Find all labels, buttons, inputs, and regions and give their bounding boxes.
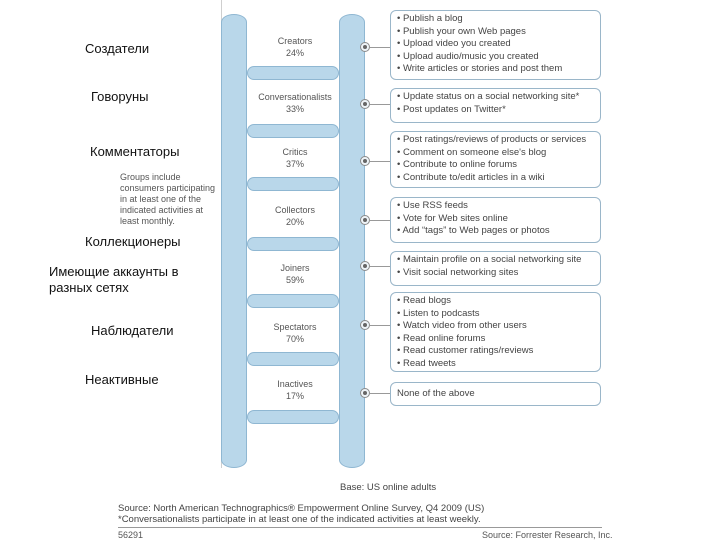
activities-box-inactives [390, 382, 601, 406]
rung-label-conversationalists [254, 91, 336, 115]
rung-percent: 37% [285, 159, 304, 169]
activity-item: • Comment on someone else's blog [397, 147, 594, 160]
ladder-left-rail [221, 14, 247, 468]
activity-item: • Vote for Web sites online [397, 213, 594, 226]
doc-id: 56291 [118, 530, 144, 540]
rung-percent: 59% [285, 275, 304, 285]
connector-dot [360, 42, 370, 52]
source-text: Source: North American Technographics® Empowerment Online Survey, Q4 2009 (US) [118, 503, 485, 514]
connector-line [370, 220, 390, 221]
credit-text: Source: Forrester Research, Inc. [482, 530, 613, 540]
connector-line [370, 104, 390, 105]
rung-name: Critics [282, 147, 308, 157]
activity-item: • Read tweets [397, 358, 594, 371]
activity-item: • Upload video you created [397, 38, 594, 51]
rung-percent: 17% [285, 391, 304, 401]
ru-label-collectors: Коллекционеры [85, 234, 181, 249]
activity-item: • Publish your own Web pages [397, 26, 594, 39]
activity-item: • Publish a blog [397, 13, 594, 26]
activity-item: • Write articles or stories and post them [397, 63, 594, 76]
connector-dot [360, 156, 370, 166]
activity-item: • Upload audio/music you created [397, 51, 594, 64]
connector-line [370, 325, 390, 326]
activities-box-joiners [390, 251, 601, 286]
connector-line [370, 47, 390, 48]
rung-percent: 33% [285, 104, 304, 114]
base-text: Base: US online adults [340, 482, 437, 493]
connector-line [370, 161, 390, 162]
activity-item: • Read customer ratings/reviews [397, 345, 594, 358]
rung-percent: 20% [285, 217, 304, 227]
connector-dot [360, 99, 370, 109]
activities-box-collectors [390, 197, 601, 243]
ladder-right-rail [339, 14, 365, 468]
rung-label-inactives [254, 378, 336, 402]
connector-line [370, 266, 390, 267]
connector-dot [360, 261, 370, 271]
rung-name: Collectors [274, 205, 315, 215]
rung-label-critics [254, 146, 336, 170]
ru-label-critics: Комментаторы [90, 144, 180, 159]
rung-name: Creators [277, 36, 313, 46]
rung-name: Inactives [277, 379, 313, 389]
activity-item: • Add “tags” to Web pages or photos [397, 225, 594, 238]
connector-dot [360, 320, 370, 330]
ladder-rung [247, 294, 339, 308]
activity-item: • Use RSS feeds [397, 200, 594, 213]
groups-note: Groups include consumers participating in at least one of the indicated activities at least monthly. [120, 172, 216, 226]
rung-label-collectors [254, 204, 336, 228]
rung-label-joiners [254, 262, 336, 286]
activity-item: • Maintain profile on a social networking site [397, 254, 594, 267]
activities-box-conversationalists [390, 88, 601, 123]
connector-dot [360, 388, 370, 398]
activity-item: • Watch video from other users [397, 320, 594, 333]
activity-item: None of the above [397, 388, 475, 399]
rung-name: Conversationalists [258, 92, 332, 102]
ru-label-joiners: Имеющие аккаунты в разных сетях [49, 264, 179, 295]
ladder-rung [247, 124, 339, 138]
activity-item: • Post updates on Twitter* [397, 104, 594, 117]
rung-label-creators [254, 35, 336, 59]
activity-item: • Contribute to online forums [397, 159, 594, 172]
activities-box-creators [390, 10, 601, 80]
rung-label-spectators [254, 321, 336, 345]
activity-item: • Contribute to/edit articles in a wiki [397, 172, 594, 185]
activity-item: • Update status on a social networking site* [397, 91, 594, 104]
activity-item: • Read online forums [397, 333, 594, 346]
ladder-rung [247, 66, 339, 80]
activity-item: • Read blogs [397, 295, 594, 308]
footer-rule [118, 527, 602, 528]
ladder-rung [247, 177, 339, 191]
activity-item: • Listen to podcasts [397, 308, 594, 321]
ru-label-creators: Создатели [85, 41, 150, 56]
ru-label-spectators: Наблюдатели [91, 323, 174, 338]
connector-dot [360, 215, 370, 225]
rung-name: Joiners [280, 263, 310, 273]
rung-percent: 70% [285, 334, 304, 344]
ladder-rung [247, 410, 339, 424]
rung-percent: 24% [285, 48, 304, 58]
activities-box-critics [390, 131, 601, 188]
activities-box-spectators [390, 292, 601, 372]
rung-name: Spectators [273, 322, 317, 332]
connector-line [370, 393, 390, 394]
ladder-rung [247, 237, 339, 251]
ru-label-inactives: Неактивные [85, 372, 159, 387]
activity-item: • Post ratings/reviews of products or services [397, 134, 594, 147]
ladder-rung [247, 352, 339, 366]
ru-label-conversationalists: Говоруны [91, 89, 149, 104]
activity-item: • Visit social networking sites [397, 267, 594, 280]
footnote-text: *Conversationalists participate in at least one of the indicated activities at least weekly. [118, 514, 481, 525]
